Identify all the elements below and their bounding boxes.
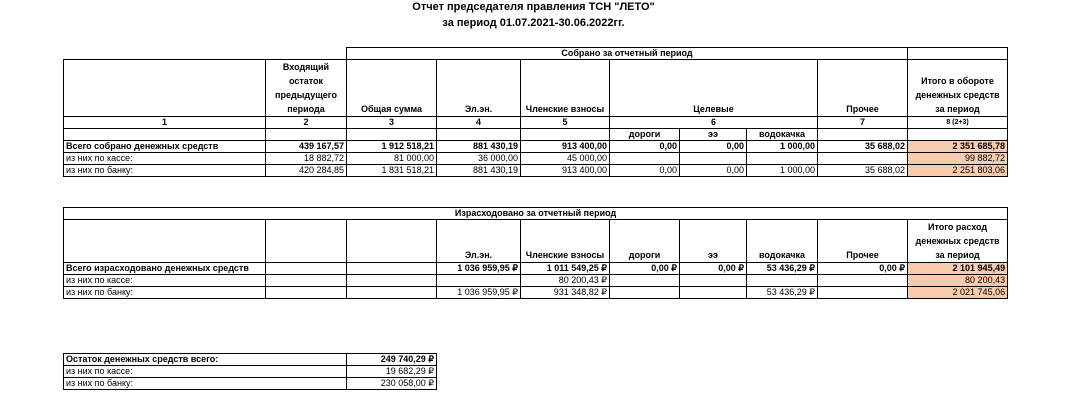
- row-label: из них по банку:: [64, 378, 347, 390]
- cell-ee: [680, 153, 747, 165]
- col-number: 3: [347, 117, 437, 129]
- subheader-ee: ээ: [680, 129, 747, 141]
- collected-subheader-row: [64, 129, 1008, 141]
- cell-turnover: 2 251 803,06: [908, 165, 1008, 177]
- row-label: из них по банку:: [64, 287, 266, 299]
- subheader-roads: дороги: [610, 129, 680, 141]
- cell-water: [747, 275, 818, 287]
- cell-other: 0,00 ₽: [818, 263, 908, 275]
- col-number: 7: [818, 117, 908, 129]
- cell-roads: [610, 287, 680, 299]
- header-ee: ээ: [680, 220, 747, 263]
- report-title: Отчет председателя правления ТСН "ЛЕТО": [412, 1, 655, 13]
- cell-water: 1 000,00: [747, 141, 818, 153]
- table-row: [64, 366, 437, 378]
- collected-section-row: [64, 48, 1008, 60]
- row-label: Всего израсходовано денежных средств: [64, 263, 266, 275]
- subheader-water: водокачка: [747, 129, 818, 141]
- collected-table: [63, 47, 1008, 177]
- cell-membership: 931 348,82 ₽: [521, 287, 610, 299]
- header-electricity: Эл.эн.: [437, 60, 521, 117]
- row-label: из них по кассе:: [64, 153, 266, 165]
- cell-balance: 230 058,00 ₽: [347, 378, 437, 390]
- table-row: [64, 165, 1008, 177]
- table-row: [64, 153, 1008, 165]
- cell-total: 81 000,00: [347, 153, 437, 165]
- cell-electricity: [437, 275, 521, 287]
- cell-spent-total: 2 101 945,49: [908, 263, 1008, 275]
- cell-ee: [680, 275, 747, 287]
- table-row: [64, 263, 1008, 275]
- table-row: [64, 354, 437, 366]
- cell-turnover: 99 882,72: [908, 153, 1008, 165]
- cell-other: [818, 275, 908, 287]
- col-number: 2: [266, 117, 347, 129]
- spent-section-title: Израсходовано за отчетный период: [64, 208, 1008, 220]
- header-membership-fees: Членские взносы: [521, 220, 610, 263]
- cell-water: [747, 153, 818, 165]
- header-total-amount: Общая сумма: [347, 60, 437, 117]
- col-number: 6: [610, 117, 818, 129]
- spent-section-row: [64, 208, 1008, 220]
- cell-ee: [680, 287, 747, 299]
- table-row: [64, 378, 437, 390]
- table-row: [64, 287, 1008, 299]
- header-electricity: Эл.эн.: [437, 220, 521, 263]
- header-spent-total: Итого расход денежных средств за период: [908, 220, 1008, 263]
- header-roads: дороги: [610, 220, 680, 263]
- row-label: из них по банку:: [64, 165, 266, 177]
- cell-electricity: 1 036 959,95 ₽: [437, 263, 521, 275]
- cell-water: 1 000,00: [747, 165, 818, 177]
- collected-number-row: [64, 117, 1008, 129]
- cell-roads: [610, 153, 680, 165]
- cell-opening: 439 167,57: [266, 141, 347, 153]
- cell-opening: 420 284,85: [266, 165, 347, 177]
- cell-other: [818, 153, 908, 165]
- cell-spent-total: 2 021 745,06: [908, 287, 1008, 299]
- cell-spent-total: 80 200,43: [908, 275, 1008, 287]
- header-other: Прочее: [818, 60, 908, 117]
- cell-ee: 0,00: [680, 165, 747, 177]
- cell-electricity: 881 430,19: [437, 165, 521, 177]
- balance-table: [63, 353, 437, 390]
- col-number: 1: [64, 117, 266, 129]
- cell-other: 35 688,02: [818, 141, 908, 153]
- cell-membership: 913 400,00: [521, 141, 610, 153]
- cell-membership: 913 400,00: [521, 165, 610, 177]
- cell-ee: 0,00 ₽: [680, 263, 747, 275]
- col-number: 8 (2+3): [908, 117, 1008, 129]
- cell-ee: 0,00: [680, 141, 747, 153]
- header-opening-balance: Входящий остаток предыдущего периода: [266, 60, 347, 117]
- header-other: Прочее: [818, 220, 908, 263]
- cell-membership: 1 011 549,25 ₽: [521, 263, 610, 275]
- cell-opening: 18 882,72: [266, 153, 347, 165]
- cell-membership: 45 000,00: [521, 153, 610, 165]
- cell-balance: 249 740,29 ₽: [347, 354, 437, 366]
- cell-other: 35 688,02: [818, 165, 908, 177]
- row-label: из них по кассе:: [64, 366, 347, 378]
- header-water: водокачка: [747, 220, 818, 263]
- cell-roads: [610, 275, 680, 287]
- header-membership-fees: Членские взносы: [521, 60, 610, 117]
- cell-other: [818, 287, 908, 299]
- cell-electricity: 1 036 959,95 ₽: [437, 287, 521, 299]
- table-row: [64, 141, 1008, 153]
- header-turnover-total: Итого в обороте денежных средств за период: [908, 60, 1008, 117]
- row-label: Остаток денежных средств всего:: [64, 354, 347, 366]
- cell-roads: 0,00: [610, 141, 680, 153]
- col-number: 4: [437, 117, 521, 129]
- cell-roads: 0,00 ₽: [610, 263, 680, 275]
- cell-electricity: 881 430,19: [437, 141, 521, 153]
- cell-water: 53 436,29 ₽: [747, 263, 818, 275]
- table-row: [64, 275, 1008, 287]
- cell-electricity: 36 000,00: [437, 153, 521, 165]
- cell-total: 1 831 518,21: [347, 165, 437, 177]
- spent-table: [63, 207, 1008, 299]
- col-number: 5: [521, 117, 610, 129]
- header-target-fees: Целевые: [610, 60, 818, 117]
- cell-water: 53 436,29 ₽: [747, 287, 818, 299]
- cell-membership: 80 200,43 ₽: [521, 275, 610, 287]
- cell-balance: 19 682,29 ₽: [347, 366, 437, 378]
- row-label: Всего собрано денежных средств: [64, 141, 266, 153]
- spent-header-row: [64, 220, 1008, 263]
- cell-total: 1 912 518,21: [347, 141, 437, 153]
- collected-header-row: [64, 60, 1008, 117]
- report-period: за период 01.07.2021-30.06.2022гг.: [442, 17, 625, 29]
- collected-section-title: Собрано за отчетный период: [347, 48, 908, 60]
- row-label: из них по кассе:: [64, 275, 266, 287]
- cell-turnover: 2 351 685,78: [908, 141, 1008, 153]
- cell-roads: 0,00: [610, 165, 680, 177]
